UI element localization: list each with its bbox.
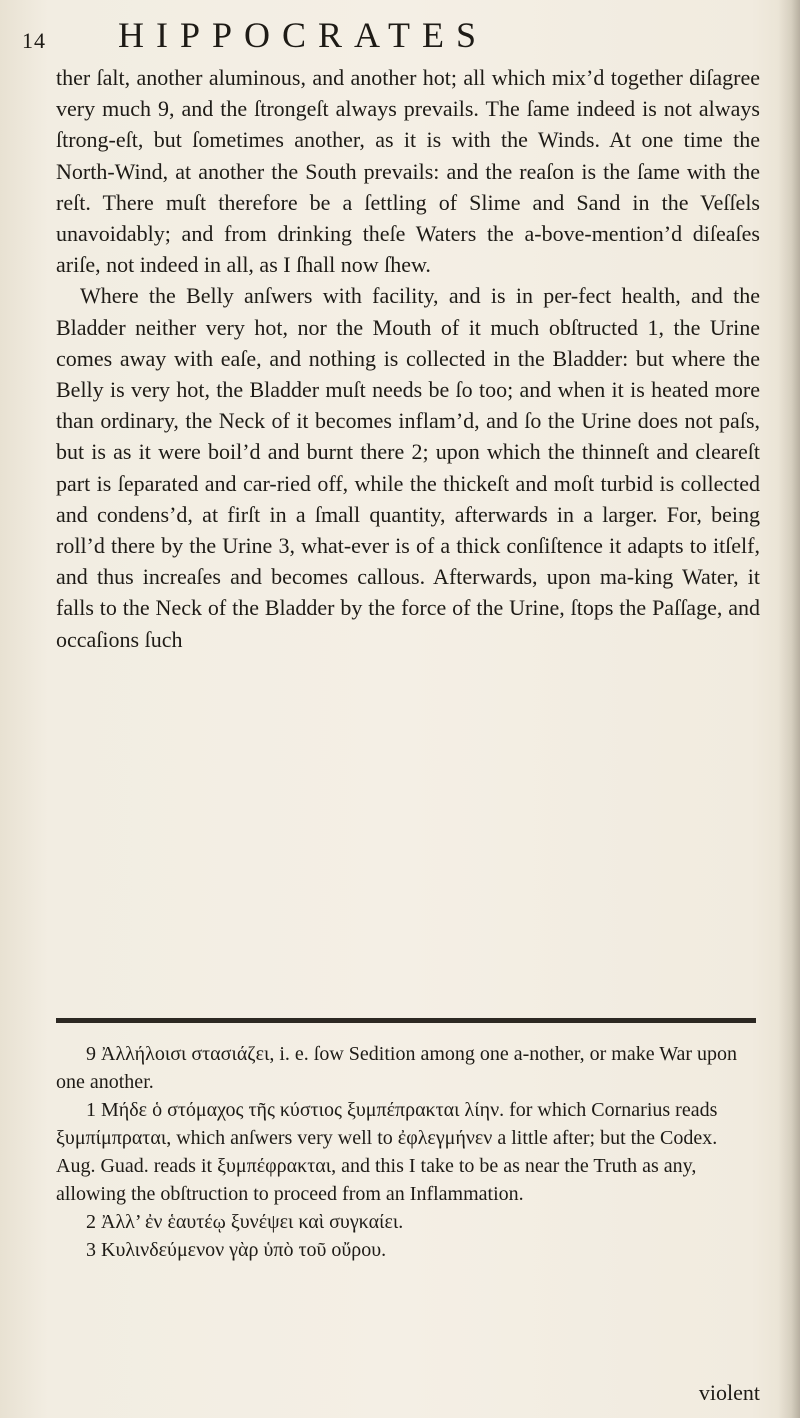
footnote: 9 Ἀλλήλοισι στασιάζει, i. e. ſow Sedition among one a-nother, or make War upon one another. [56, 1043, 738, 1093]
running-head: HIPPOCRATES [118, 15, 489, 55]
footnotes [56, 1040, 760, 1264]
footnote: 1 Μήδε ὁ στόμαχος τῆς κύστιος ξυμπέπρακται λίην. for which Cornarius reads ξυμπίμπραται, which anſwers very well to ἐφλεγμήνεν a little after; but the Codex. Aug. Guad. reads it ξυμπέφρακται, and this I take to be as near the Truth as any, allowing the obſtruction to proceed from an Inflammation. [56, 1099, 718, 1205]
page-header [0, 4, 800, 55]
footnote: 3 Κυλινδεύμενον γὰρ ὑπὸ τοῦ οὔρου. [86, 1239, 387, 1261]
page-edge-shadow [778, 0, 800, 1418]
footnote-rule [56, 1018, 756, 1023]
paragraph: Where the Belly anſwers with facility, and is in per-fect health, and the Bladder neither very hot, nor the Mouth of it much obſtructed 1, the Urine comes away with eaſe, and nothing is collected in the Bladder: but where the Belly is very hot, the Bladder muſt needs be ſo too; and when it is heated more than ordinary, the Neck of it becomes inflam’d, and ſo the Urine does not paſs, but is as it were boil’d and burnt there 2; upon which the thinneſt and cleareſt part is ſeparated and car-ried off, while the thickeſt and moſt turbid is collected and condens’d, at firſt in a ſmall quantity, afterwards in a larger. For, being roll’d there by the Urine 3, what-ever is of a thick conſiſtence it adapts to itſelf, and thus increaſes and becomes callous. Afterwards, upon ma-king Water, it falls to the Neck of the Bladder by the force of the Urine, ſtops the Paſſage, and occaſions ſuch [56, 283, 760, 652]
page-number: 14 [22, 28, 46, 53]
main-text [56, 62, 760, 655]
footnote: 2 Ἀλλ’ ἐν ἑαυτέῳ ξυνέψει καὶ συγκαίει. [86, 1211, 404, 1233]
catchword: violent [698, 1380, 760, 1405]
paragraph: ther ſalt, another aluminous, and another hot; all which mix’d together diſagree very much 9, and the ſtrongeſt always prevails. The ſame indeed is not always ſtrong-eſt, but ſometimes another, as it is with the Winds. At one time the North-Wind, at another the South prevails: and the reaſon is the ſame with the reſt. There muſt therefore be a ſettling of Slime and Sand in the Veſſels unavoidably; and from drinking theſe Waters the a-bove-mention’d diſeaſes ariſe, not indeed in all, as I ſhall now ſhew. [56, 65, 760, 278]
